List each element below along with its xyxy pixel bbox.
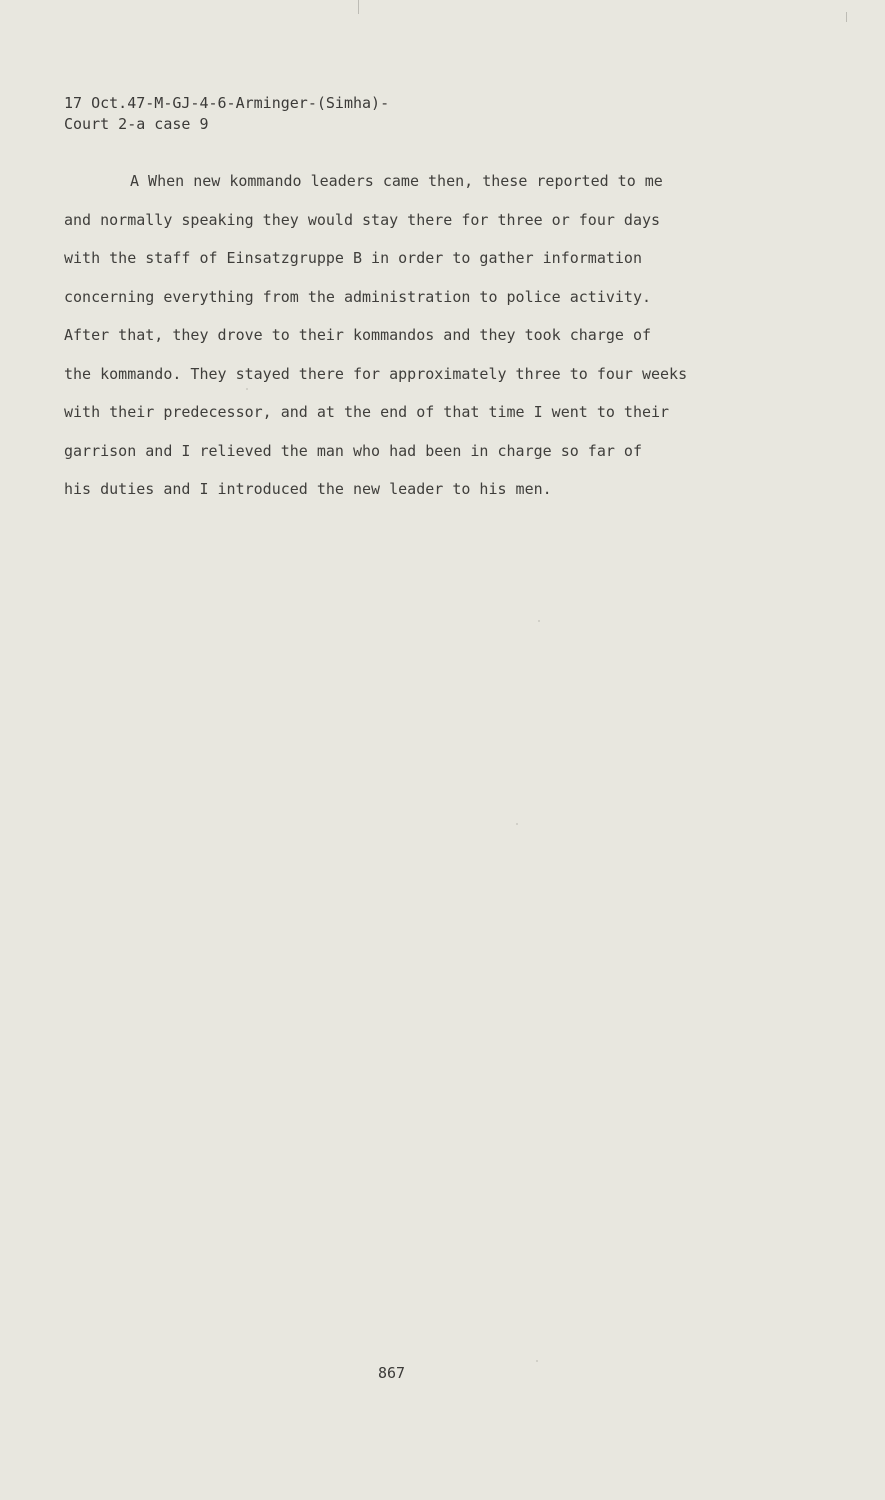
paper-speck [536,1360,538,1362]
paper-speck [516,823,518,825]
testimony-line: his duties and I introduced the new leader to his men. [64,480,552,498]
testimony-line: with their predecessor, and at the end of that time I went to their [64,403,670,421]
document-header-court: Court 2-a case 9 [64,115,209,133]
testimony-line: garrison and I relieved the man who had been in charge so far of [64,441,642,460]
paper-mark [846,12,847,22]
testimony-line: the kommando. They stayed there for approximately three to four weeks [64,364,688,383]
testimony-line: A When new kommando leaders came then, these reported to me [130,172,663,190]
document-header-reference: 17 Oct.47-M-GJ-4-6-Arminger-(Simha)- [64,94,390,112]
page-number: 867 [377,1364,406,1382]
testimony-line: concerning everything from the administration to police activity. [64,287,651,306]
paper-speck [538,620,540,622]
testimony-body [64,172,764,519]
testimony-line: After that, they drove to their kommandos and they took charge of [64,326,651,344]
paper-mark [358,0,359,14]
testimony-line: and normally speaking they would stay there for three or four days [64,210,661,229]
testimony-line: with the staff of Einsatzgruppe B in order to gather information [64,249,642,267]
